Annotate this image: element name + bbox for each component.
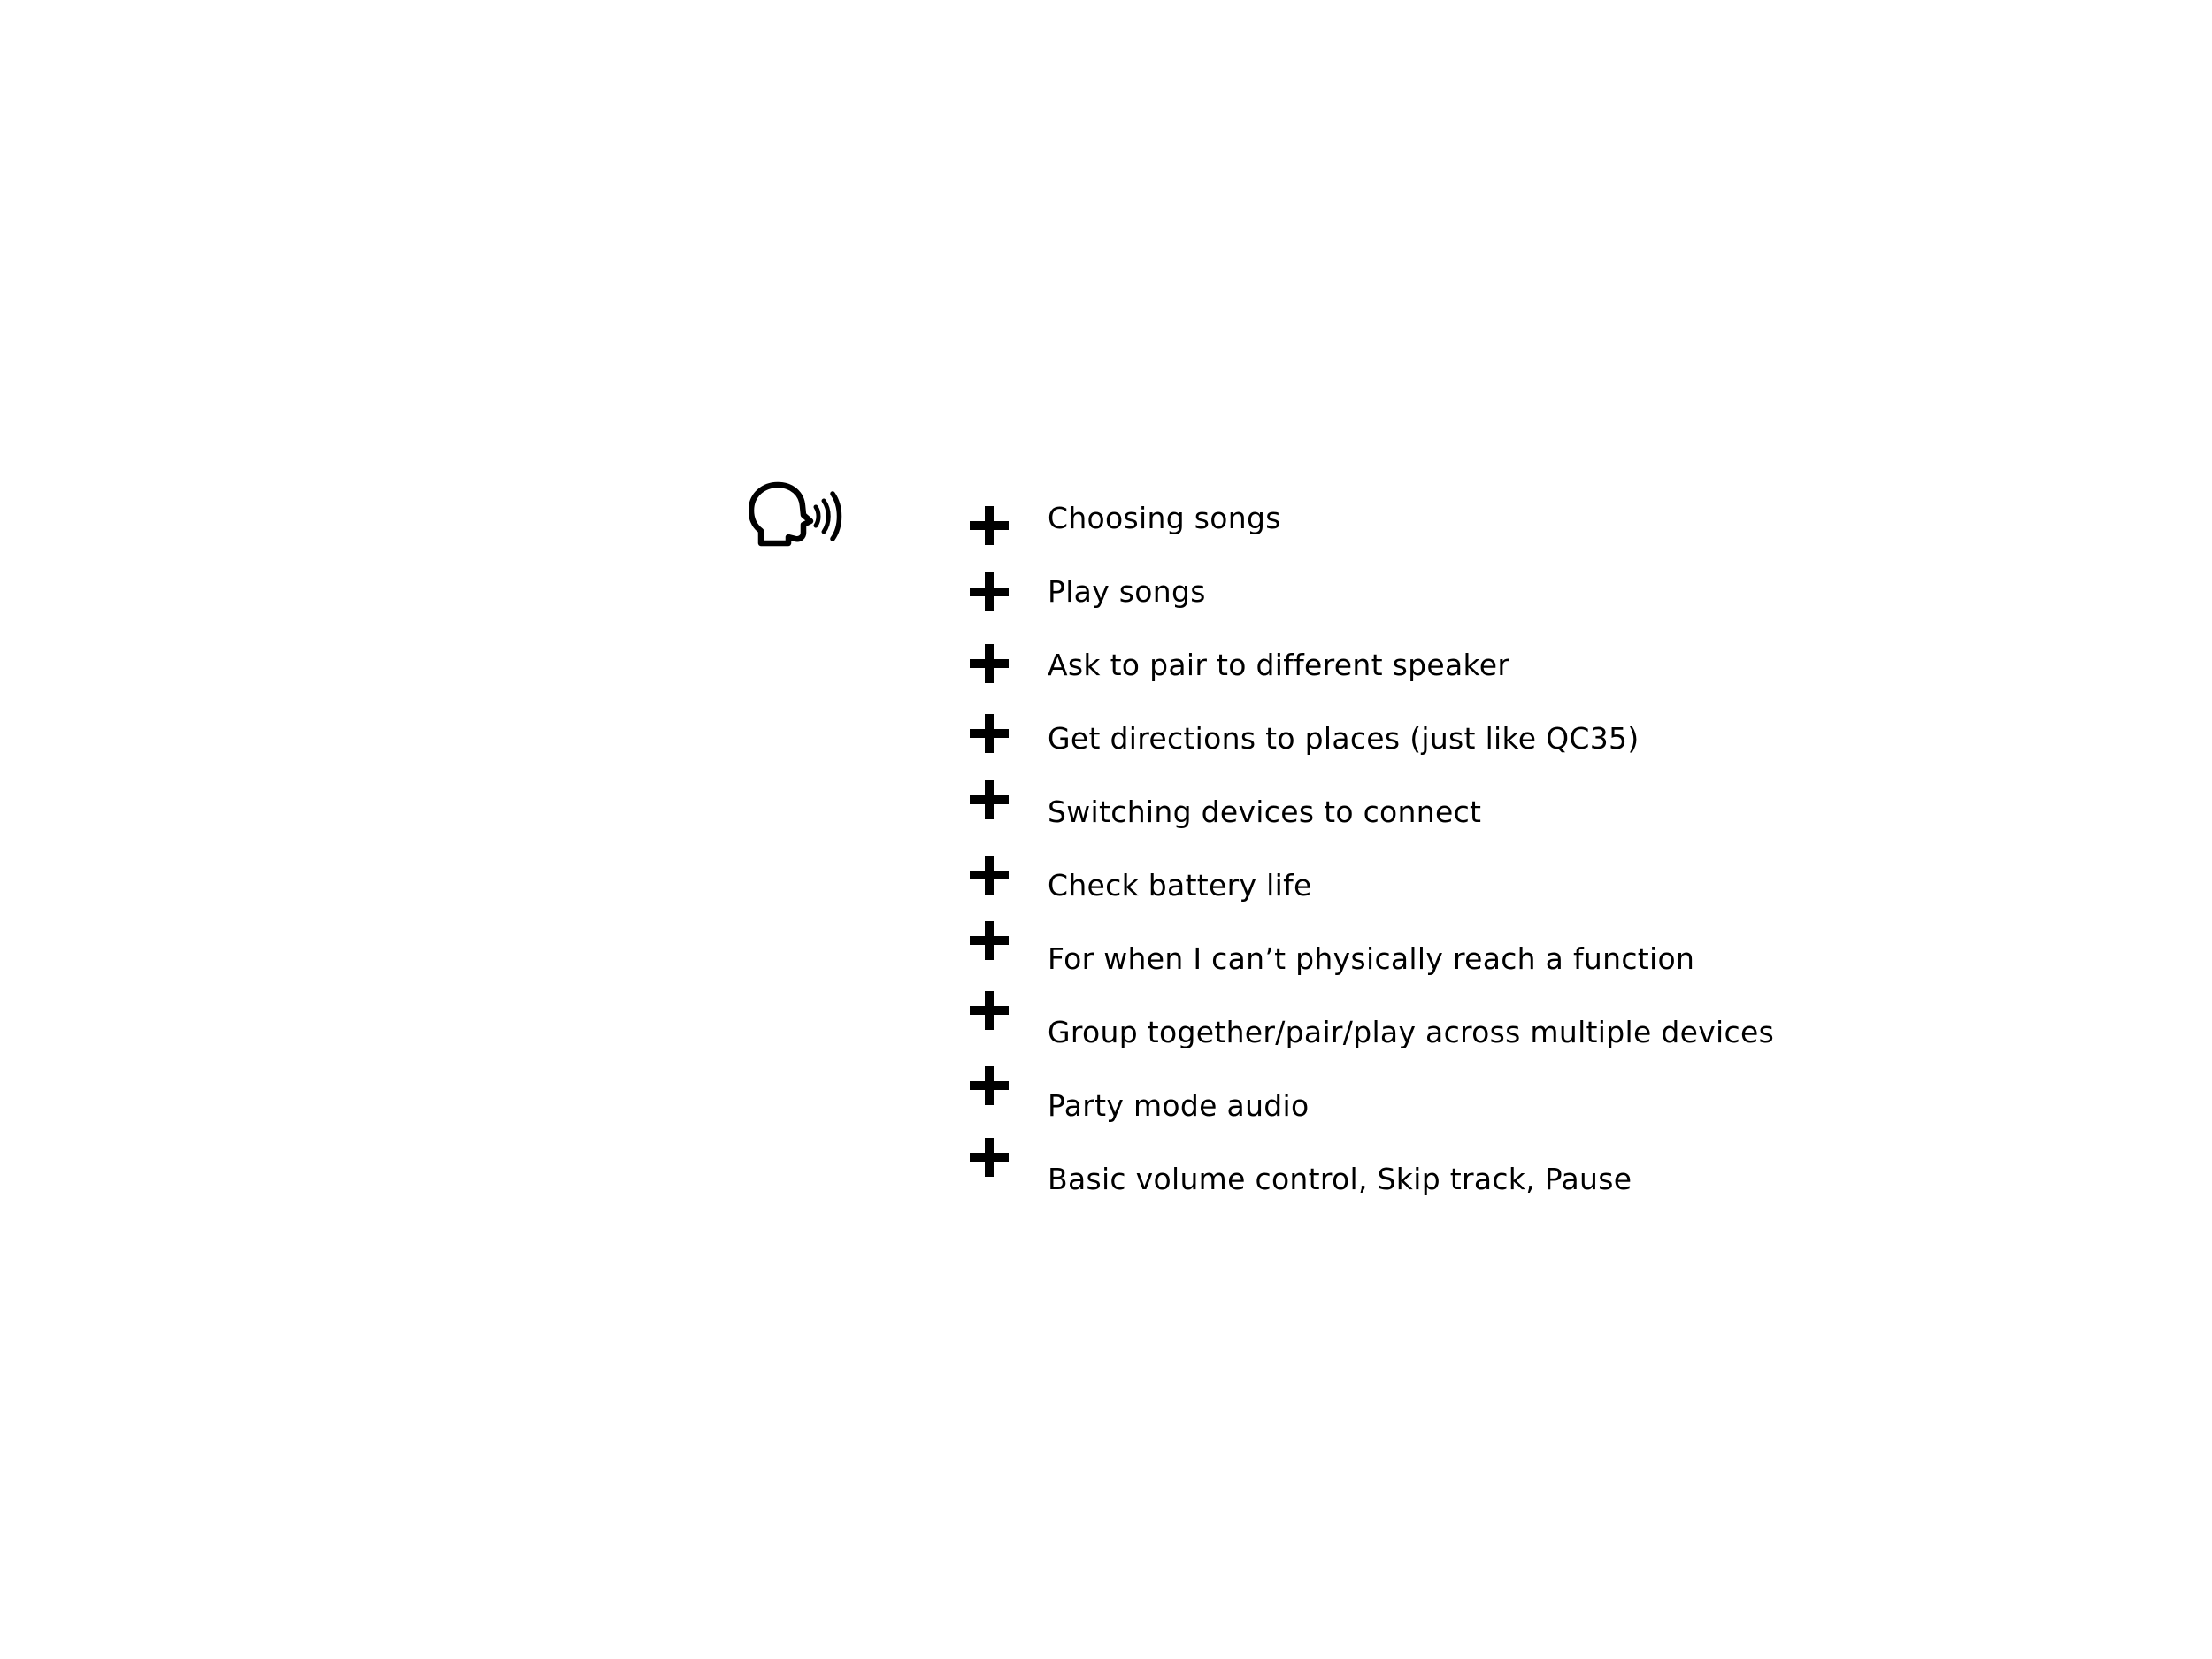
plus-icon (970, 991, 1009, 1030)
plus-icon (970, 1138, 1009, 1177)
plus-icon (970, 506, 1009, 545)
list-item-label: For when I can’t physically reach a function (1048, 941, 1695, 976)
plus-icon (970, 644, 1009, 683)
list-item-label: Get directions to places (just like QC35) (1048, 721, 1640, 756)
plus-icon (970, 572, 1009, 611)
list-item-label: Check battery life (1048, 868, 1312, 902)
list-item-label: Ask to pair to different speaker (1048, 648, 1510, 682)
plus-icon (970, 714, 1009, 753)
plus-icon (970, 921, 1009, 960)
list-item-label: Play songs (1048, 574, 1206, 609)
list-item-label: Group together/pair/play across multiple devices (1048, 1015, 1775, 1049)
speaking-head-icon (749, 481, 844, 549)
plus-icon (970, 1066, 1009, 1105)
list-item-label: Choosing songs (1048, 501, 1281, 535)
plus-icon (970, 856, 1009, 895)
list-item-label: Basic volume control, Skip track, Pause (1048, 1162, 1632, 1196)
list-item-label: Party mode audio (1048, 1088, 1310, 1123)
list-item-label: Switching devices to connect (1048, 795, 1482, 829)
plus-icon (970, 780, 1009, 819)
